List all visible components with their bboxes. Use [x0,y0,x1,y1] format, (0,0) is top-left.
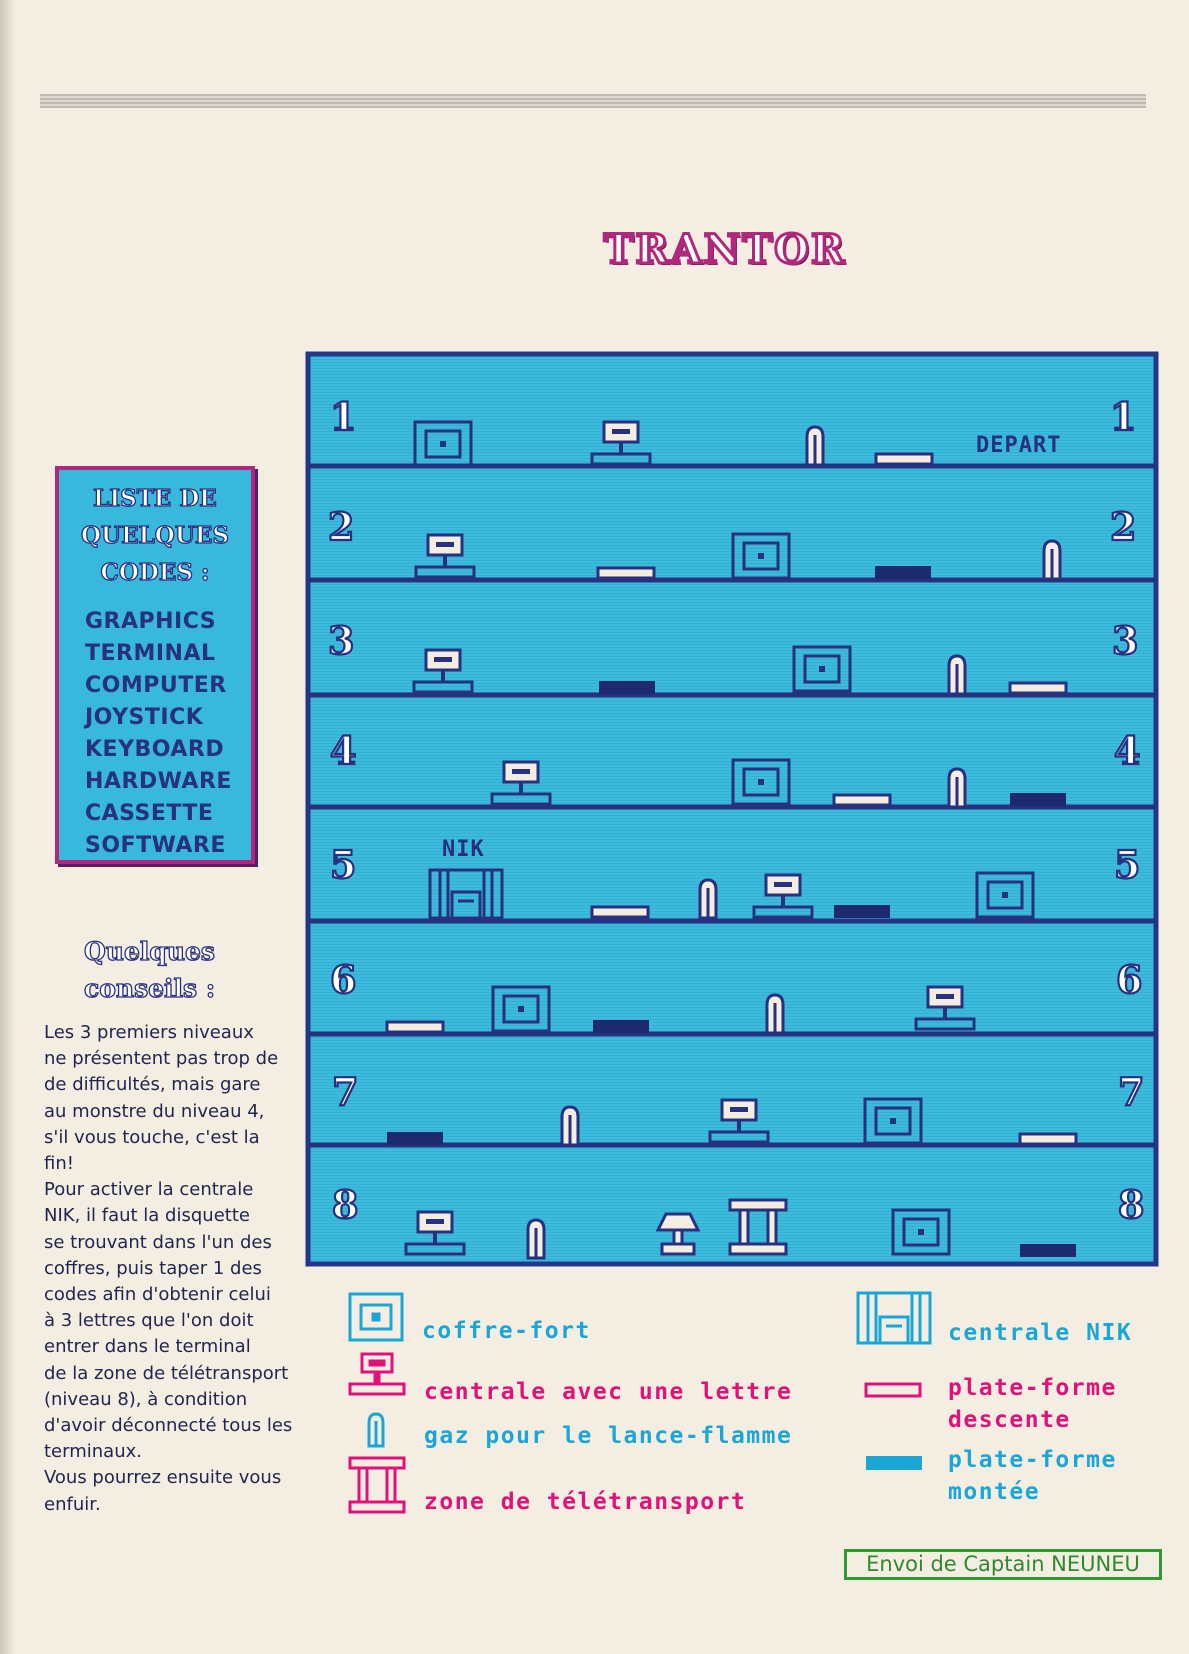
legend-plateforme-descente-label [948,1372,1117,1436]
conseils-title-line: Quelques [84,937,215,966]
legend-line: descente [948,1407,1071,1433]
conseils-title-line: conseils : [84,974,216,1003]
legend-safe-icon [350,1294,402,1340]
legend-platform-up-icon [866,1456,922,1470]
depart-label: DEPART [976,433,1062,458]
legend-teletransport-label: zone de télétransport [424,1489,747,1515]
legend-line: plate-forme [948,1375,1117,1401]
level-number-left: 6 [330,957,357,1002]
level-number-left: 8 [332,1182,359,1227]
legend-gas-icon [369,1414,383,1446]
level-number-right: 7 [1118,1069,1145,1114]
level-number-right: 1 [1110,394,1137,439]
level-number-left: 2 [328,504,355,549]
legend-platform-down-icon [866,1384,920,1396]
level-number-left: 7 [332,1069,359,1114]
legend-coffre-label: coffre-fort [422,1318,591,1344]
code-item: KEYBOARD [85,737,225,762]
level-number-right: 4 [1114,728,1141,773]
credit-box: Envoi de Captain NEUNEU [844,1549,1162,1580]
gas-icon [700,880,716,918]
level-number-right: 3 [1112,618,1139,663]
platform-up-icon [875,566,931,579]
codes-title-line: CODES : [100,559,210,586]
nik-label: NIK [442,837,485,862]
gas-icon [562,1107,578,1145]
platform-up-icon [1010,793,1066,806]
code-item: TERMINAL [85,641,216,666]
legend-centrale-nik-label: centrale NIK [948,1320,1133,1346]
legend-gaz-label: gaz pour le lance-flamme [424,1423,793,1449]
gas-icon [949,769,965,807]
legend-centrale-lettre-label: centrale avec une lettre [424,1379,793,1405]
platform-down-icon [387,1022,443,1032]
level-number-left: 5 [330,842,357,887]
code-item: JOYSTICK [85,705,204,730]
codes-title-line: LISTE DE [93,485,217,512]
level-number-left: 1 [330,394,357,439]
level-number-right: 8 [1118,1182,1145,1227]
page-title: TRANTOR [603,226,847,273]
platform-down-icon [1020,1134,1076,1144]
level-number-left: 4 [330,728,357,773]
platform-down-icon [592,907,648,917]
codes-title-line: QUELQUES [80,522,230,549]
gas-icon [767,995,783,1033]
platform-up-icon [1020,1244,1076,1257]
level-number-right: 2 [1110,504,1137,549]
gas-icon [1044,541,1060,579]
platform-up-icon [834,905,890,918]
legend-terminal-icon [350,1354,404,1394]
code-item: HARDWARE [85,769,232,794]
code-item: CASSETTE [85,801,214,826]
legend-line: montée [948,1479,1041,1505]
legend-line: plate-forme [948,1447,1117,1473]
platform-up-icon [387,1132,443,1145]
code-item: GRAPHICS [85,609,217,634]
legend-plateforme-montee-label [948,1444,1117,1508]
platform-up-icon [599,681,655,694]
gas-icon [807,427,823,465]
platform-up-icon [593,1020,649,1033]
level-number-left: 3 [328,618,355,663]
platform-down-icon [834,795,890,805]
gas-icon [528,1220,544,1258]
level-number-right: 6 [1116,957,1143,1002]
code-item: SOFTWARE [85,833,226,858]
platform-down-icon [1010,683,1066,693]
conseils-text: Les 3 premiers niveaux ne présentent pas trop de de difficultés, mais gare au monstre du niveau 4, s'il vous touche, c'est la fin! Pour activer la centrale NIK, il faut la disquette se trouvant dans l'un des coffres, puis taper 1 des codes afin d'obtenir celui à 3 lettres que l'on doit entrer dans le terminal de la zone de télétransport (niveau 8), à condition d'avoir déconnecté tous les terminaux. Vous pourrez ensuite vous enfuir. [44,1022,293,1515]
platform-down-icon [598,568,654,578]
code-item: COMPUTER [85,673,227,698]
level-number-right: 5 [1114,842,1141,887]
legend-teletransport-icon [350,1458,404,1512]
gas-icon [949,656,965,694]
platform-down-icon [876,454,932,464]
legend-nik-icon [858,1293,930,1343]
